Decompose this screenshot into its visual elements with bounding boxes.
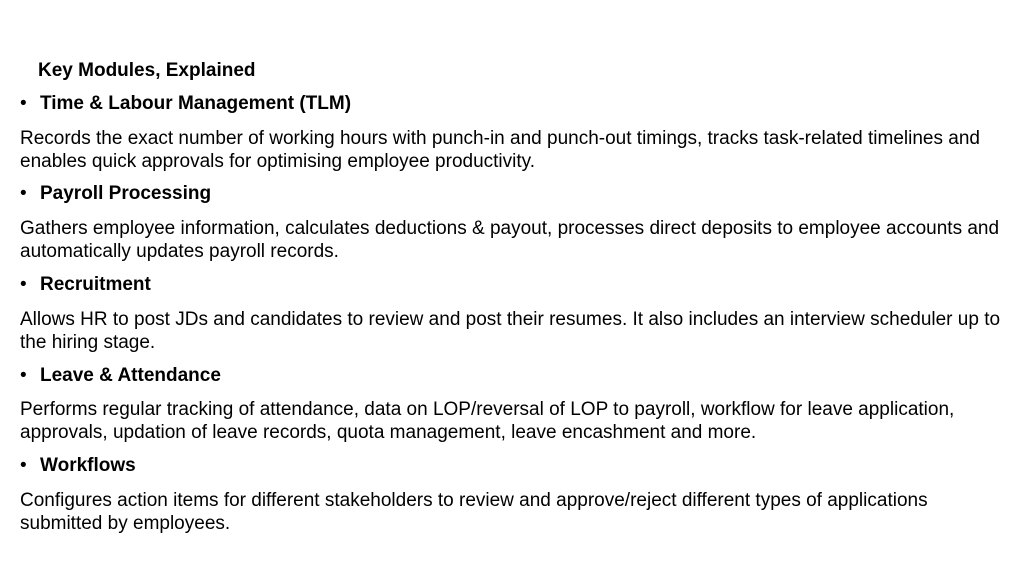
- module-description-workflows: Configures action items for different stakeholders to review and approve/reject different types of applications submitted by employees.: [20, 490, 928, 534]
- module-heading-label: Recruitment: [40, 274, 151, 295]
- module-heading-leave-attendance: [20, 364, 221, 388]
- module-heading-label: Workflows: [40, 455, 136, 476]
- slide-title: Key Modules, Explained: [38, 60, 256, 81]
- module-description-leave-attendance: Performs regular tracking of attendance, data on LOP/reversal of LOP to payroll, workflow for leave application, approvals, updation of leave records, quota management, leave encashment and more.: [20, 399, 955, 443]
- module-description-recruitment: Allows HR to post JDs and candidates to review and post their resumes. It also includes an interview scheduler up to the hiring stage.: [20, 309, 1001, 353]
- bullet-icon: •: [20, 183, 27, 204]
- bullet-icon: •: [20, 455, 27, 476]
- module-heading-label: Payroll Processing: [40, 183, 212, 204]
- bullet-icon: •: [20, 274, 27, 295]
- module-heading-workflows: [20, 454, 136, 478]
- bullet-icon: •: [20, 93, 27, 114]
- module-heading-label: Leave & Attendance: [40, 365, 221, 386]
- module-heading-payroll: [20, 182, 211, 206]
- module-heading-label: Time & Labour Management (TLM): [40, 93, 352, 114]
- module-heading-recruitment: [20, 273, 151, 297]
- bullet-icon: •: [20, 365, 27, 386]
- module-description-payroll: Gathers employee information, calculates deductions & payout, processes direct deposits to employee accounts and automatically updates payroll records.: [20, 218, 1000, 262]
- module-heading-tlm: [20, 92, 351, 116]
- module-description-tlm: Records the exact number of working hours with punch-in and punch-out timings, tracks task-related timelines and enables quick approvals for optimising employee productivity.: [20, 128, 980, 172]
